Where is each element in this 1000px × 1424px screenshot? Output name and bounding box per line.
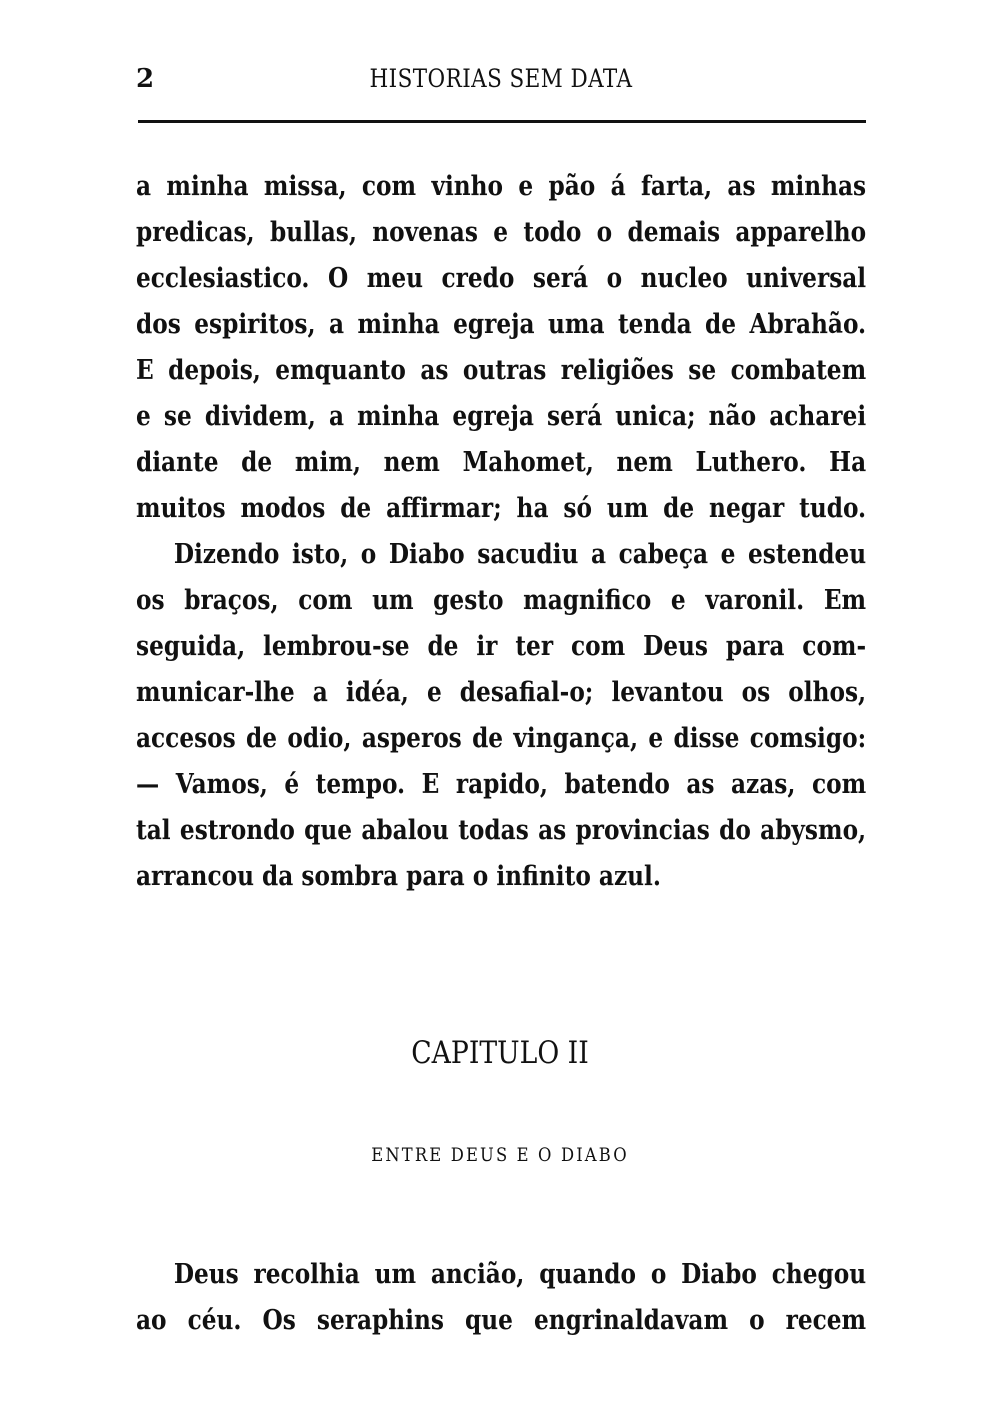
text-line: diante de mim, nem Mahomet, nem Luthero. Ha: [136, 447, 867, 478]
text-line: E depois, emquanto as outras religiões se combatem: [136, 355, 867, 386]
text-line: e se dividem, a minha egreja será unica; não acharei: [136, 401, 867, 432]
paragraph-continuation: [136, 164, 866, 532]
paragraph-chapter-opening: [136, 1252, 866, 1344]
paragraph-diabo: [136, 532, 866, 900]
text-line: arrancou da sombra para o infinito azul.: [136, 861, 661, 892]
text-line: tal estrondo que abalou todas as provincias do abysmo,: [136, 815, 867, 846]
text-line: dos espiritos, a minha egreja uma tenda de Abrahão.: [136, 309, 867, 340]
text-line: accesos de odio, asperos de vingança, e disse comsigo:: [136, 723, 867, 754]
chapter-subtitle: ENTRE DEUS E O DIABO: [371, 1144, 629, 1166]
text-line: muitos modos de affirmar; ha só um de negar tudo.: [136, 493, 867, 524]
text-line: Deus recolhia um ancião, quando o Diabo chegou: [173, 1259, 867, 1290]
chapter-title: CAPITULO II: [411, 1035, 589, 1071]
text-line: predicas, bullas, novenas e todo o demais apparelho: [136, 217, 867, 248]
text-line: a minha missa, com vinho e pão á farta, as minhas: [136, 171, 867, 202]
text-line: ao céu. Os seraphins que engrinaldavam o recem: [136, 1305, 867, 1336]
page-number: 2: [136, 64, 155, 94]
running-title: HISTORIAS SEM DATA: [369, 64, 633, 93]
text-line: Dizendo isto, o Diabo sacudiu a cabeça e estendeu: [173, 539, 867, 570]
text-line: os braços, com um gesto magnifico e varonil. Em: [136, 585, 867, 616]
running-head: [136, 62, 866, 96]
text-line: — Vamos, é tempo. E rapido, batendo as azas, com: [136, 769, 867, 800]
text-line: seguida, lembrou-se de ir ter com Deus para com-: [136, 631, 867, 662]
header-rule: [138, 120, 866, 123]
text-line: ecclesiastico. O meu credo será o nucleo universal: [136, 263, 867, 294]
text-line: municar-lhe a idéa, e desafial-o; levantou os olhos,: [136, 677, 867, 708]
